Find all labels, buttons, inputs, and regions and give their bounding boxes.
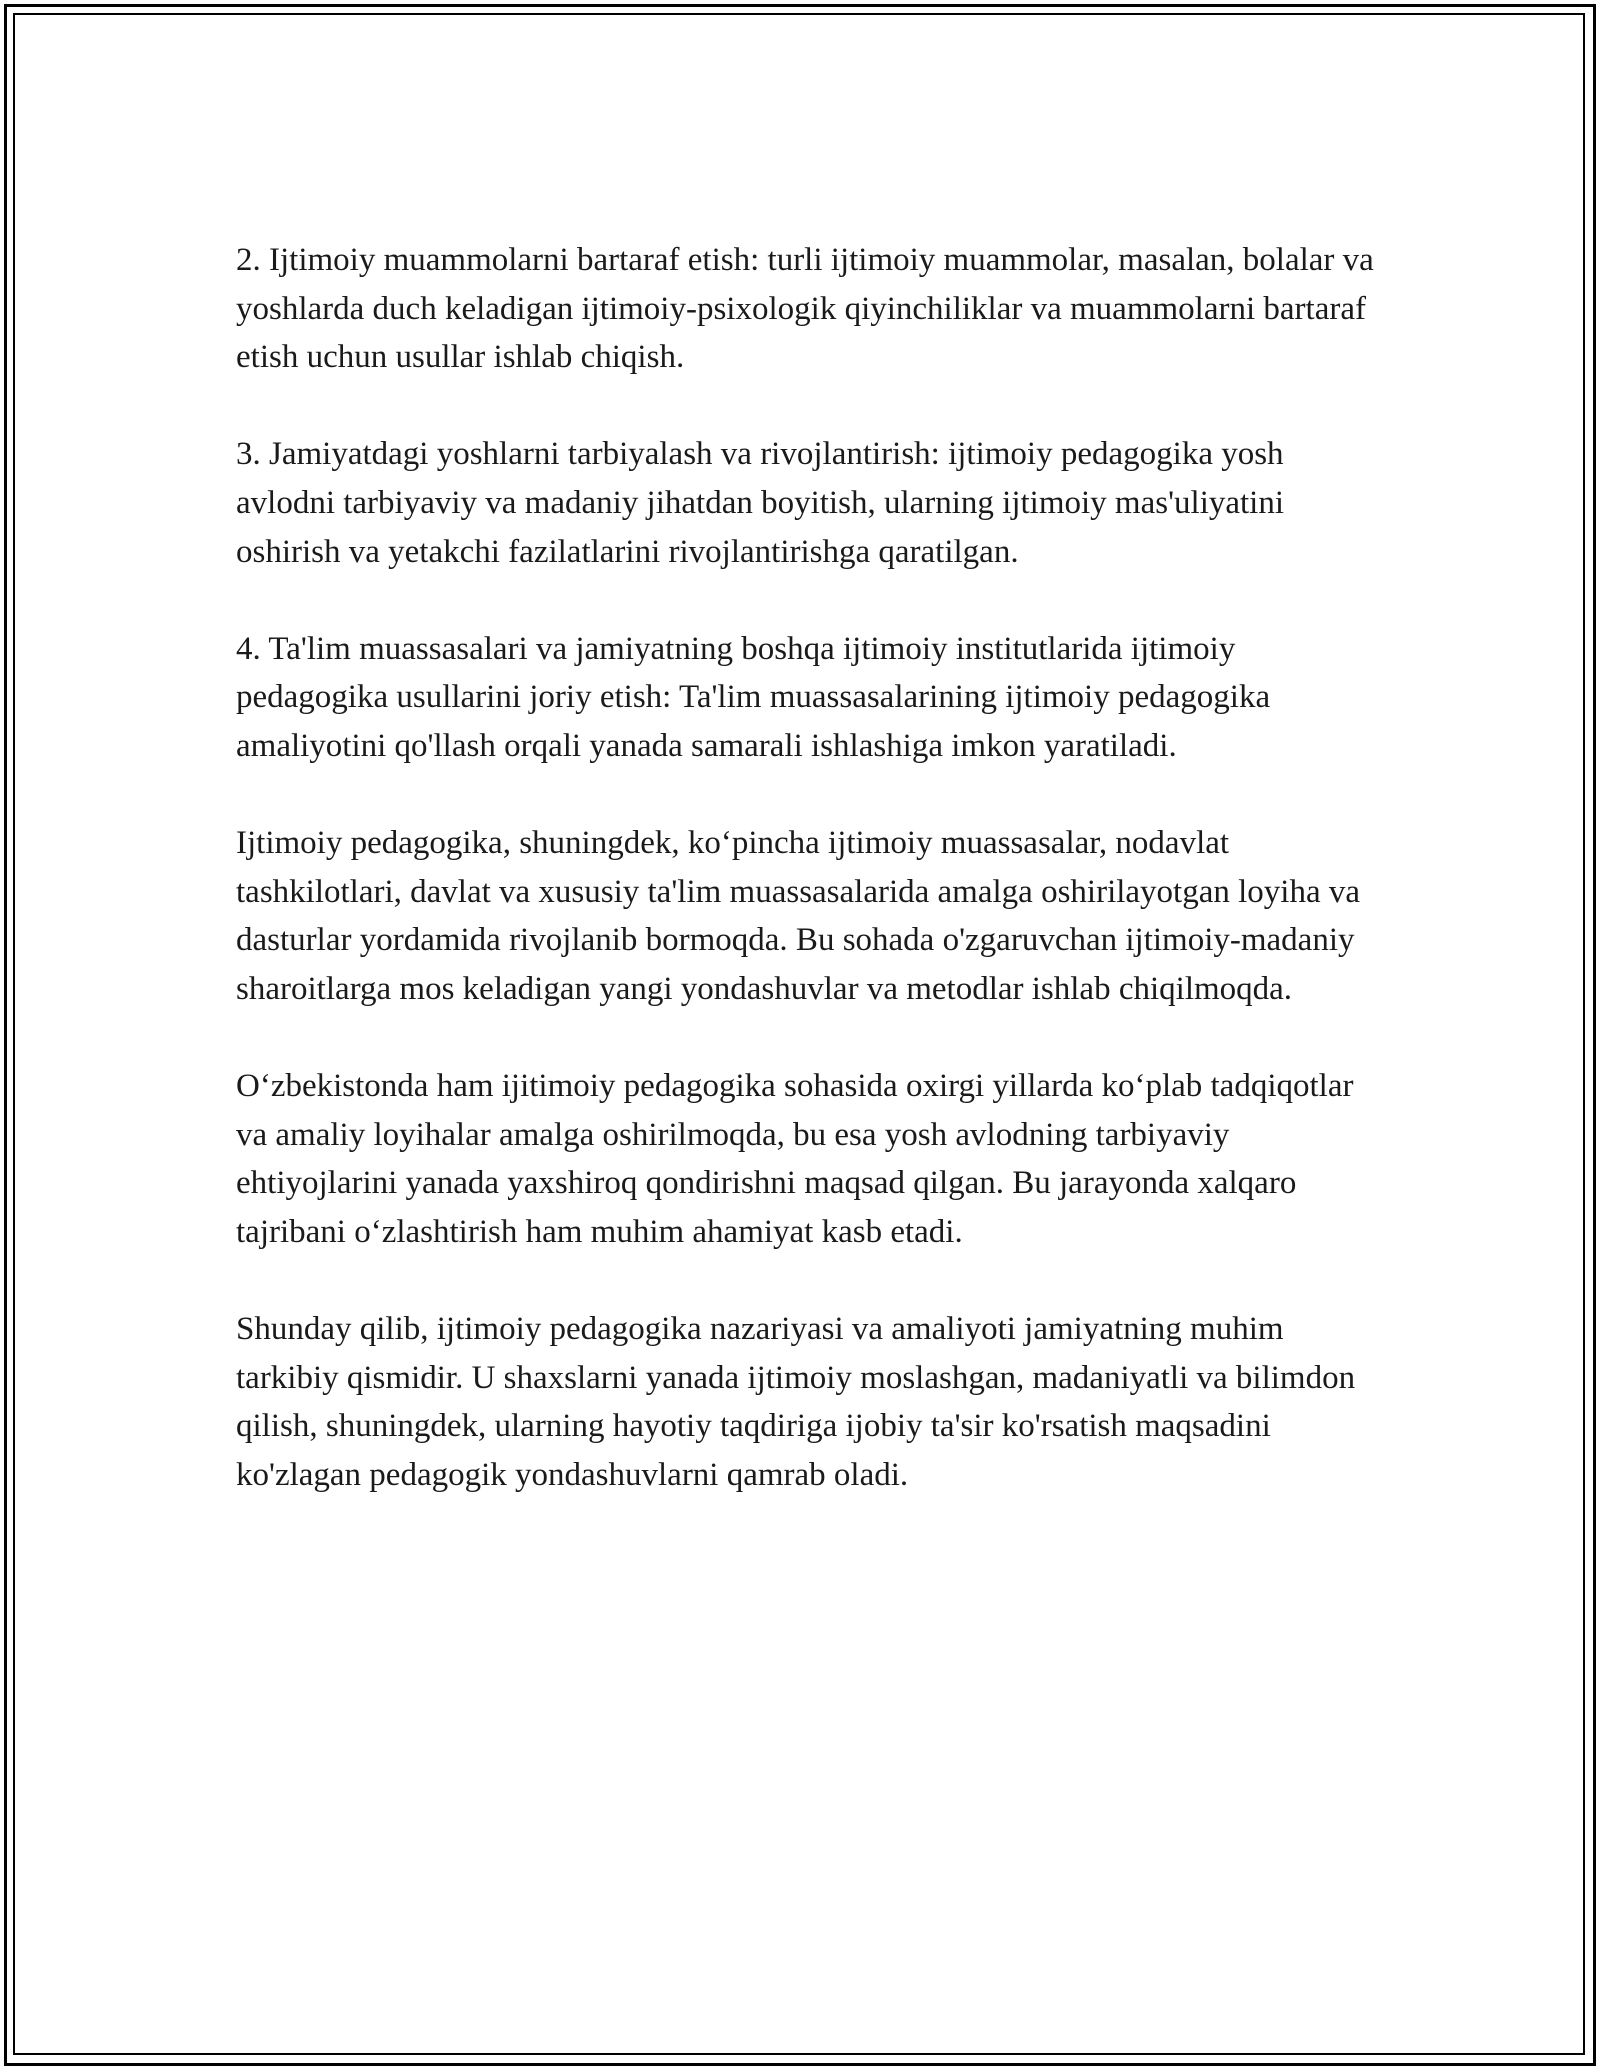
paragraph-item-3: 3. Jamiyatdagi yoshlarni tarbiyalash va rivojlantirish: ijtimoiy pedagogika yosh avlodni tarbiyaviy va madaniy jihatdan boyitish, ularning ijtimoiy mas'uliyatini oshirish va yetakchi fazilatlarini rivojlantirishga qaratilgan. [236, 436, 1285, 570]
paragraph-uzbekistan: O‘zbekistonda ham ijitimoiy pedagogika sohasida oxirgi yillarda ko‘plab tadqiqotlar va amaliy loyihalar amalga oshirilmoqda, bu esa yosh avlodning tarbiyaviy ehtiyojlarini yanada yaxshiroq qondirishni maqsad qilgan. Bu jarayonda xalqaro tajribani o‘zlashtirish ham muhim ahamiyat kasb etadi. [236, 1068, 1354, 1250]
paragraph-social-pedagogy-development: Ijtimoiy pedagogika, shuningdek, ko‘pincha ijtimoiy muassasalar, nodavlat tashkilotlari, davlat va xususiy ta'lim muassasalarida amalga oshirilayotgan loyiha va dasturlar yordamida rivojlanib bormoqda. Bu sohada o'zgaruvchan ijtimoiy-madaniy sharoitlarga mos keladigan yangi yondashuvlar va metodlar ishlab chiqilmoqda. [236, 825, 1360, 1007]
paragraph-conclusion: Shunday qilib, ijtimoiy pedagogika nazariyasi va amaliyoti jamiyatning muhim tarkibiy qismidir. U shaxslarni yanada ijtimoiy moslashgan, madaniyatli va bilimdon qilish, shuningdek, ularning hayotiy taqdiriga ijobiy ta'sir ko'rsatish maqsadini ko'zlagan pedagogik yondashuvlarni qamrab oladi. [236, 1311, 1356, 1493]
document-body [236, 236, 1376, 1499]
paragraph-item-4: 4. Ta'lim muassasalari va jamiyatning boshqa ijtimoiy institutlarida ijtimoiy pedagogika usullarini joriy etish: Ta'lim muassasalarining ijtimoiy pedagogika amaliyotini qo'llash orqali yanada samarali ishlashiga imkon yaratiladi. [236, 630, 1271, 764]
paragraph-item-2: 2. Ijtimoiy muammolarni bartaraf etish: turli ijtimoiy muammolar, masalan, bolalar va yoshlarda duch keladigan ijtimoiy-psixologik qiyinchiliklar va muammolarni bartaraf etish uchun usullar ishlab chiqish. [236, 242, 1374, 376]
